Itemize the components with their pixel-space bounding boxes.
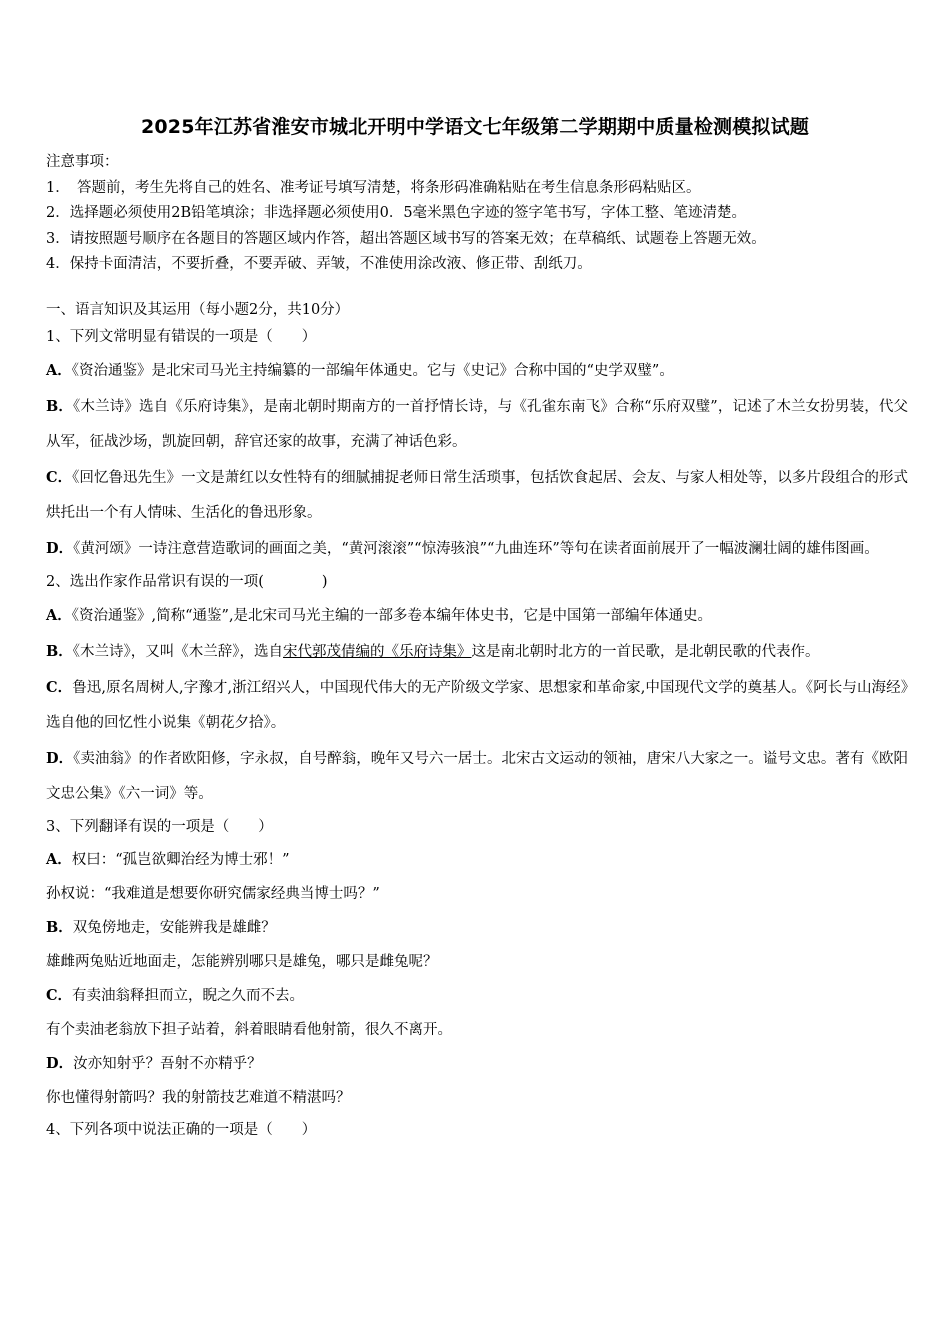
note-item: 2．选择题必须使用2B铅笔填涂；非选择题必须使用0．5毫米黑色字迹的签字笔书写，字体工整、笔迹清楚。 bbox=[46, 205, 747, 221]
q2-option-d bbox=[46, 741, 908, 812]
note-item: 1． 答题前，考生先将自己的姓名、准考证号填写清楚，将条形码准确粘贴在考生信息条形码粘贴区。 bbox=[46, 179, 701, 196]
option-text: 汝亦知射乎？吾射不亦精乎？ bbox=[73, 1056, 262, 1072]
option-text: 《资治通鉴》是北宋司马光主持编纂的一部编年体通史。它与《史记》合称中国的“史学双璧”。 bbox=[71, 363, 674, 379]
option-label: D． bbox=[46, 540, 74, 557]
option-text: 《资治通鉴》,简称“通鉴”,是北宋司马光主编的一部多卷本编年体史书，它是中国第一部编年体通史。 bbox=[71, 608, 713, 624]
option-text: 《卖油翁》的作者欧阳修，字永叔，自号醉翁，晚年又号六一居士。北宋古文运动的领袖，唐宋八大家之一。谥号文忠。著有《欧阳文忠公集》《六一词》等。 bbox=[46, 751, 909, 802]
option-text: 权曰：“孤岂欲卿治经为博士邪！” bbox=[71, 852, 290, 868]
option-label: A． bbox=[46, 851, 72, 868]
questions bbox=[46, 322, 908, 1146]
q3-translation-c: 有个卖油老翁放下担子站着，斜着眼睛看他射箭，很久不离开。 bbox=[46, 1022, 452, 1038]
exam-title: 2025年江苏省淮安市城北开明中学语文七年级第二学期期中质量检测模拟试题 bbox=[140, 116, 810, 138]
option-label: C． bbox=[46, 987, 73, 1004]
q3-translation-d: 你也懂得射箭吗？我的射箭技艺难道不精湛吗？ bbox=[46, 1090, 351, 1106]
notes-heading: 注意事项： bbox=[46, 154, 119, 170]
q1-option-c bbox=[46, 460, 908, 531]
option-text: 《木兰诗》，又叫《木兰辞》，选自 bbox=[72, 644, 284, 660]
question-1-stem: 1、下列文常明显有错误的一项是（ ） bbox=[46, 329, 317, 345]
q1-option-d bbox=[46, 531, 908, 567]
q3-option-c bbox=[46, 979, 908, 1013]
q2-option-b bbox=[46, 634, 908, 670]
q1-option-a bbox=[46, 353, 908, 389]
option-label: C． bbox=[46, 469, 73, 486]
option-label: A． bbox=[46, 607, 72, 624]
q1-option-b bbox=[46, 389, 908, 460]
q3-option-d bbox=[46, 1047, 908, 1081]
option-label: A． bbox=[46, 362, 72, 379]
q3-translation-b: 雄雌两兔贴近地面走，怎能辨别哪只是雄兔，哪只是雌兔呢？ bbox=[46, 954, 438, 970]
option-text: 《木兰诗》选自《乐府诗集》，是南北朝时期南方的一首抒情长诗，与《孔雀东南飞》合称“乐府双璧”，记述了木兰女扮男装，代父从军，征战沙场，凯旋回朝，辞官还家的故事，充满了神话色彩。 bbox=[46, 399, 908, 450]
q2-option-c bbox=[46, 670, 908, 741]
note-item: 3．请按照题号顺序在各题目的答题区域内作答，超出答题区域书写的答案无效；在草稿纸、试题卷上答题无效。 bbox=[46, 230, 766, 247]
option-label: D． bbox=[46, 1055, 74, 1072]
question-4-stem: 4、下列各项中说法正确的一项是（ ） bbox=[46, 1122, 317, 1138]
option-text: 《黄河颂》一诗注意营造歌词的画面之美，“黄河滚滚”“惊涛骇浪”“九曲连环”等句在读者面前展开了一幅波澜壮阔的雄伟图画。 bbox=[73, 541, 879, 557]
question-2-stem: 2、选出作家作品常识有误的一项( ) bbox=[46, 574, 328, 590]
option-text: 双兔傍地走，安能辨我是雄雌？ bbox=[72, 920, 276, 936]
note-item: 4．保持卡面清洁，不要折叠，不要弄破、弄皱，不准使用涂改液、修正带、刮纸刀。 bbox=[46, 256, 592, 272]
q3-option-a bbox=[46, 843, 908, 877]
q3-option-b bbox=[46, 911, 908, 945]
option-label: B． bbox=[46, 398, 74, 415]
notes-block bbox=[46, 150, 916, 278]
option-text: 有卖油翁释担而立，睨之久而不去。 bbox=[72, 988, 305, 1004]
option-text: 鲁迅,原名周树人,字豫才,浙江绍兴人，中国现代伟大的无产阶级文学家、思想家和革命家,中国现代文学的奠基人。《阿长与山海经》选自他的回忆性小说集《朝花夕拾》。 bbox=[46, 680, 908, 731]
section-heading: 一、语言知识及其运用（每小题2分，共10分） bbox=[46, 302, 350, 318]
q3-translation-a: 孙权说：“我难道是想要你研究儒家经典当博士吗？” bbox=[46, 886, 380, 902]
option-text: 《回忆鲁迅先生》一文是萧红以女性特有的细腻捕捉老师日常生活琐事，包括饮食起居、会友、与家人相处等，以多片段组合的形式烘托出一个有人情味、生活化的鲁迅形象。 bbox=[46, 470, 908, 521]
question-3-stem: 3、下列翻译有误的一项是（ ） bbox=[46, 819, 273, 835]
underlined-text: 宋代郭茂倩编的《乐府诗集》 bbox=[283, 644, 472, 660]
option-label: B． bbox=[46, 919, 73, 936]
option-label: B． bbox=[46, 643, 73, 660]
option-text: 这是南北朝时北方的一首民歌，是北朝民歌的代表作。 bbox=[471, 644, 820, 660]
option-label: C． bbox=[46, 679, 73, 696]
q2-option-a bbox=[46, 598, 908, 634]
option-label: D． bbox=[46, 750, 74, 767]
